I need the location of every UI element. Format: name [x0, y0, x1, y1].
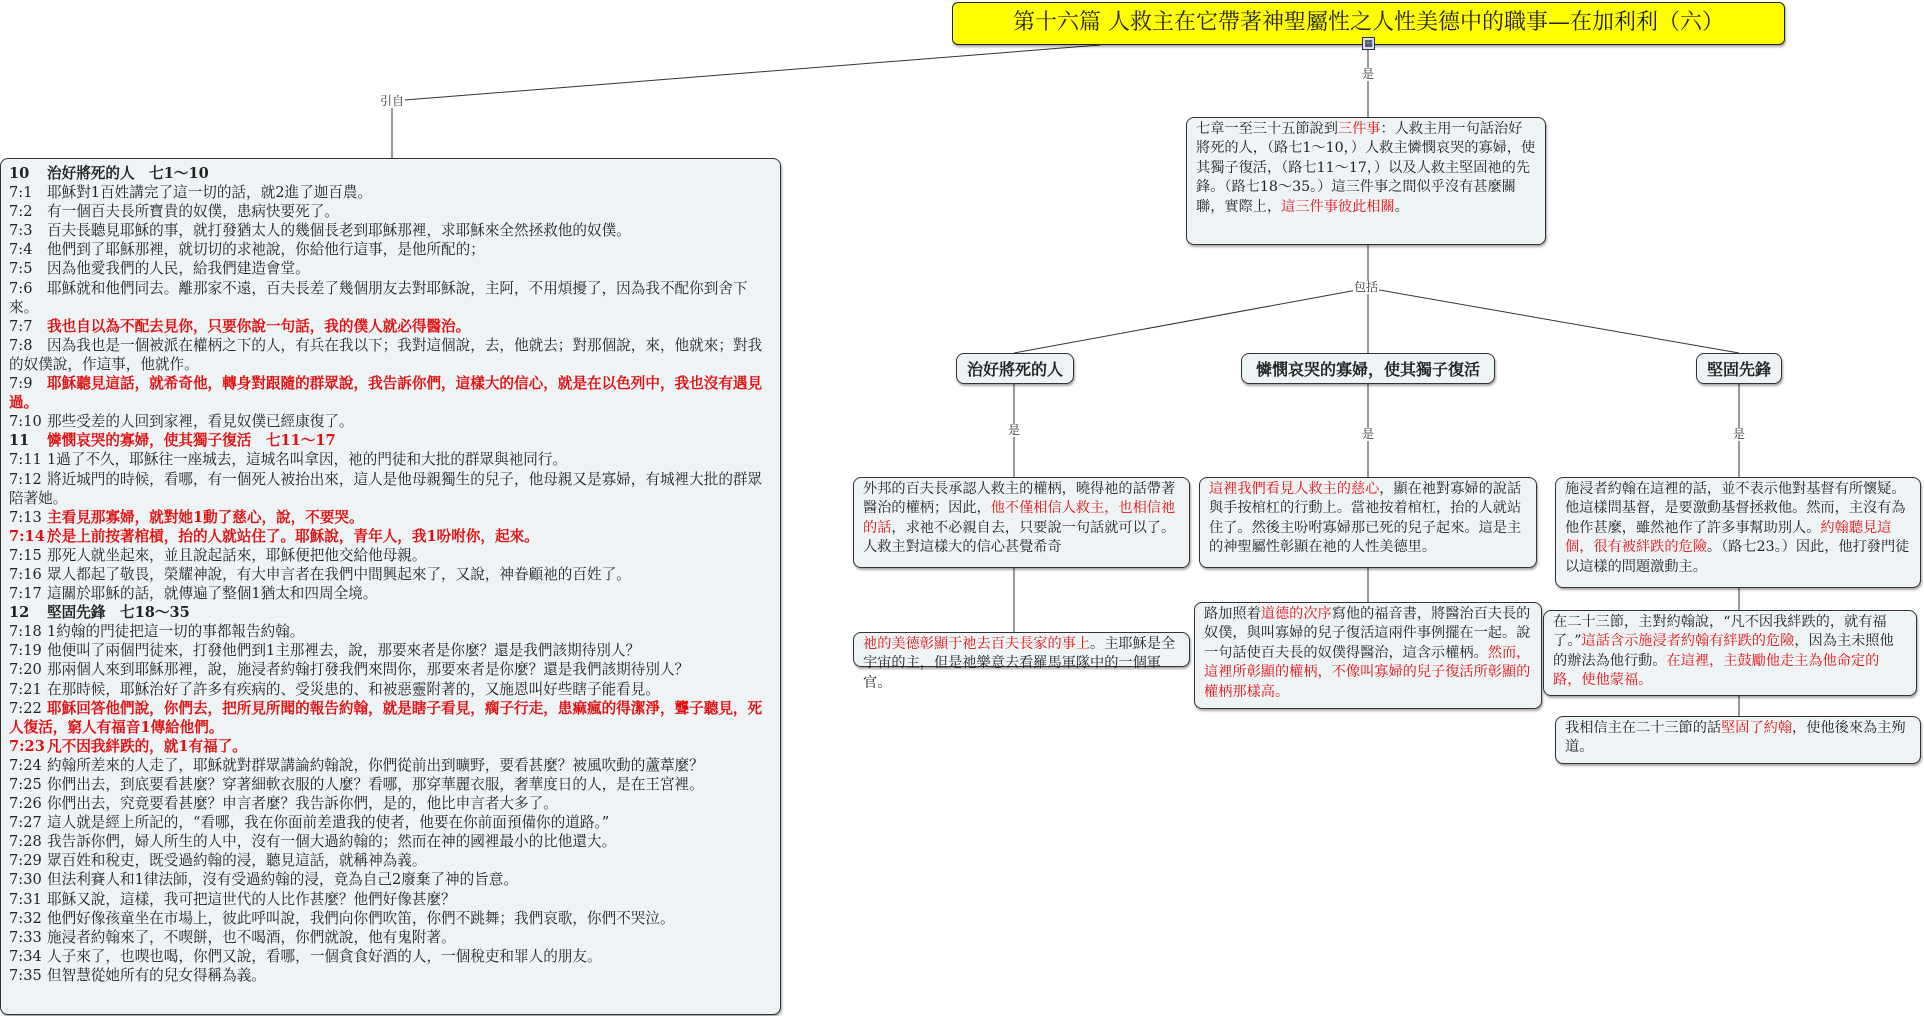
note-forerunner-1[interactable] [1555, 477, 1921, 588]
verse-text: 因為我也是一個被派在權柄之下的人，有兵在我以下；我對這個說，去，他就去；對那個說，來，他就來；對我的奴僕說，作這事，他就作。 [9, 336, 763, 373]
note-text: ，使他後來為主殉道。 [1565, 720, 1906, 756]
verse-ref: 7:2 [9, 203, 33, 221]
verse-text: 1過了不久，耶穌往一座城去，這城名叫拿因，祂的門徒和大批的群眾與祂同行。 [47, 451, 568, 469]
verse-line [9, 527, 772, 546]
verse-ref: 7:30 [9, 871, 42, 889]
verse-text: 主看見那寡婦，就對她1動了慈心，說，不要哭。 [47, 508, 364, 526]
verse-ref: 7:27 [9, 814, 42, 832]
connector-label-include: 包括 [1354, 280, 1379, 294]
verse-ref: 7:16 [9, 565, 42, 583]
verse-ref: 7:31 [9, 890, 42, 908]
verse-line [9, 164, 772, 183]
verse-ref: 11 [9, 432, 30, 450]
verse-ref: 7:7 [9, 317, 33, 335]
note-text: 七章一至三十五節說到 [1196, 121, 1338, 137]
verse-text: 堅固先鋒 七18～35 [47, 604, 190, 622]
verse-text: 在那時候，耶穌治好了許多有疾病的、受災患的、和被惡靈附著的，又施恩叫好些瞎子能看見。 [47, 680, 660, 698]
highlight-text: 祂的美德彰顯于祂去百夫長家的事上 [863, 636, 1091, 652]
verse-ref: 7:5 [9, 260, 33, 278]
branch-heading-widow[interactable]: 憐憫哀哭的寡婦，使其獨子復活 [1241, 353, 1495, 384]
note-text: 我相信主在二十三節的話 [1565, 720, 1722, 736]
note-text: 。主耶穌是全宇宙的主，但是祂樂意去看羅馬軍隊中的一個軍官。 [863, 636, 1176, 691]
verse-ref: 7:1 [9, 184, 33, 202]
verse-line [9, 680, 772, 699]
highlight-text: 這話含示施浸者約翰有絆跌的危險 [1581, 633, 1795, 650]
verse-ref: 7:6 [9, 279, 33, 297]
verse-ref: 7:26 [9, 795, 42, 813]
verse-line [9, 565, 772, 584]
verse-ref: 7:15 [9, 546, 42, 564]
verse-line [9, 546, 772, 565]
verse-line [9, 336, 772, 374]
verse-line [9, 240, 772, 259]
verse-text: 那兩個人來到耶穌那裡，說，施浸者約翰打發我們來問你，那要來者是你麼？還是我們該期待別人？ [47, 661, 690, 679]
highlight-text: 這裡我們看見人救主的慈心 [1209, 481, 1380, 497]
verse-line [9, 794, 772, 813]
verse-text: 他便叫了兩個門徒來，打發他們到1主那裡去，說，那要來者是你麼？還是我們該期待別人？ [47, 642, 641, 660]
note-text: 外邦的百夫長承認人救主的權柄，曉得祂的話帶著醫治的權柄；因此， [863, 481, 1176, 517]
note-text: 。（路七23。）因此，他打發門徒以這樣的問題激動主。 [1565, 539, 1910, 575]
verse-line [9, 470, 772, 508]
highlight-text: 他不僅相信人救主，也相信祂的話 [863, 500, 1176, 536]
verse-ref: 7:18 [9, 623, 42, 641]
verse-ref: 7:25 [9, 776, 42, 793]
verse-line [9, 813, 772, 832]
highlight-text: 約翰聽見這個，很有被絆跌的危險 [1565, 519, 1892, 556]
verse-text: 耶穌回答他們說，你們去，把所見所聞的報告約翰，就是瞎子看見，瘸子行走，患痲瘋的得潔淨，聾子聽見，死人復活，窮人有福音1傳給他們。 [9, 699, 763, 736]
note-heal-1[interactable] [853, 477, 1190, 568]
verse-line [9, 603, 772, 622]
note-text: ，顯在祂對寡婦的說話與手按棺杠的行動上。當祂按着棺杠，抬的人就站住了。然後主吩咐寡婦那已死的兒子起來。這是主的神聖屬性彰顯在祂的人性美德里。 [1209, 481, 1522, 556]
highlight-text: 道德的次序 [1260, 606, 1332, 622]
verse-text: 耶穌又說，這樣，我可把這世代的人比作甚麼？他們好像甚麼？ [47, 890, 456, 908]
note-text: 施浸者約翰在這裡的話，並不表示他對基督有所懷疑。他這樣問基督，是要激動基督拯救他。然而，主沒有為他作甚麼，雖然祂作了許多事幫助別人。 [1565, 481, 1906, 536]
verse-line [9, 851, 772, 870]
note-text: 。 [1394, 198, 1409, 215]
highlight-text: 然而，這裡所彰顯的權柄，不像叫寡婦的兒子復活所彰顯的權柄那樣高。 [1204, 644, 1531, 700]
verse-text: 因為他愛我們的人民，給我們建造會堂。 [47, 260, 310, 278]
highlight-text: 在這裡，主鼓勵他走主為他命定的路，使他蒙福。 [1553, 652, 1880, 689]
verse-ref: 7:14 [9, 527, 45, 545]
verse-text: 百夫長聽見耶穌的事，就打發猶太人的幾個長老到耶穌那裡，求耶穌來全然拯救他的奴僕。 [47, 222, 631, 240]
verse-ref: 7:35 [9, 966, 42, 984]
verse-line [9, 221, 772, 240]
note-forerunner-3[interactable] [1555, 716, 1921, 764]
verse-ref: 7:13 [9, 508, 42, 526]
verse-text: 這關於耶穌的話，就傳遍了整個1猶太和四周全境。 [47, 585, 378, 603]
verse-text: 1約翰的門徒把這一切的事都報告約翰。 [47, 623, 305, 641]
verse-text: 我也自以為不配去見你，只要你說一句話，我的僕人就必得醫治。 [47, 317, 471, 335]
note-text: ：人救主用一句話治好將死的人，（路七1～10，）人救主憐憫哀哭的寡婦，使其獨子復活，（路七11～17，）以及人救主堅固祂的先鋒。（路七18～35。）這三件事之間似乎沒有甚麼關聯，實際上， [1196, 121, 1536, 215]
verse-text: 眾人都起了敬畏，榮耀神說，有大申言者在我們中間興起來了，又說，神眷顧祂的百姓了。 [47, 565, 631, 583]
branch-heading-forerunner[interactable]: 堅固先鋒 [1696, 353, 1782, 384]
verse-text: 施浸者約翰來了，不喫餅，也不喝酒，你們就說，他有鬼附著。 [47, 928, 456, 946]
verse-text: 將近城門的時候，看哪，有一個死人被抬出來，這人是他母親獨生的兒子，他母親又是寡婦，有城裡大批的群眾陪著她。 [9, 470, 763, 507]
connector-label-cite: 引自 [380, 94, 405, 108]
verse-text: 你們出去，到底要看甚麼？穿著細軟衣服的人麼？看哪，那穿華麗衣服，奢華度日的人，是在王宮裡。 [47, 776, 704, 793]
scripture-reference-box[interactable] [0, 158, 781, 1015]
note-widow-2[interactable] [1194, 602, 1542, 709]
verse-text: 這人就是經上所記的，“看哪，我在你面前差遣我的使者，他要在你前面預備你的道路。” [47, 814, 610, 832]
verse-text: 你們出去，究竟要看甚麼？申言者麼？我告訴你們，是的，他比申言者大多了。 [47, 795, 558, 813]
collapse-toggle-icon[interactable]: ▦ [1362, 37, 1375, 50]
note-text: 路加照着 [1204, 606, 1261, 622]
verse-text: 那死人就坐起來，並且說起話來，耶穌便把他交給他母親。 [47, 546, 427, 564]
verse-ref: 7:29 [9, 852, 42, 870]
verse-line [9, 508, 772, 527]
highlight-text: 這三件事彼此相關 [1281, 198, 1395, 215]
verse-line [9, 737, 772, 756]
verse-text: 凡不因我絆跌的，就1有福了。 [47, 737, 247, 755]
verse-line [9, 622, 772, 641]
verse-text: 他們好像孩童坐在市場上，彼此呼叫說，我們向你們吹笛，你們不跳舞；我們哀歌，你們不哭泣。 [47, 909, 675, 927]
verse-ref: 7:34 [9, 947, 42, 965]
verse-ref: 7:8 [9, 336, 33, 354]
verse-ref: 7:10 [9, 413, 42, 431]
verse-ref: 10 [9, 165, 30, 182]
verse-line [9, 317, 772, 336]
verse-text: 但智慧從她所有的兒女得稱為義。 [47, 966, 266, 984]
verse-text: 那些受差的人回到家裡，看見奴僕已經康復了。 [47, 413, 354, 431]
verse-line [9, 279, 772, 317]
note-text: 在二十三節，主對約翰說，“凡不因我絆跌的，就有福了。” [1553, 614, 1887, 650]
verse-line [9, 431, 772, 450]
verse-line [9, 183, 772, 202]
note-text: ，因為主未照他的辦法為他行動。 [1553, 633, 1894, 669]
verse-line [9, 450, 772, 469]
verse-line [9, 374, 772, 412]
verse-ref: 7:20 [9, 661, 42, 679]
verse-ref: 7:33 [9, 928, 42, 946]
verse-line [9, 832, 772, 851]
verse-text: 眾百姓和稅吏，既受過約翰的浸，聽見這話，就稱神為義。 [47, 852, 427, 870]
verse-ref: 7:11 [9, 451, 42, 469]
verse-line [9, 890, 772, 909]
verse-line [9, 870, 772, 889]
verse-line [9, 202, 772, 221]
verse-line [9, 660, 772, 679]
highlight-text: 堅固了約翰 [1721, 720, 1793, 736]
verse-ref: 7:24 [9, 756, 42, 774]
verse-ref: 7:22 [9, 699, 42, 717]
verse-ref: 7:21 [9, 680, 42, 698]
page-title: 第十六篇 人救主在它帶著神聖屬性之人性美德中的職事—在加利利（六） [952, 2, 1785, 45]
connector-label-is: 是 [1008, 423, 1021, 437]
verse-text: 有一個百夫長所寶貴的奴僕，患病快要死了。 [47, 203, 339, 221]
note-widow-1[interactable] [1199, 477, 1537, 568]
verse-ref: 7:32 [9, 909, 42, 927]
verse-line [9, 699, 772, 737]
note-forerunner-2[interactable] [1543, 610, 1917, 696]
verse-ref: 7:19 [9, 642, 42, 660]
verse-text: 他們到了耶穌那裡，就切切的求祂說，你給他行這事，是他所配的； [47, 241, 485, 259]
verse-line [9, 947, 772, 966]
verse-line [9, 909, 772, 928]
verse-text: 耶穌就和他們同去。離那家不遠，百夫長差了幾個朋友去對耶穌說，主阿，不用煩擾了，因為我不配你到舍下來。 [9, 279, 748, 316]
connector-label-is: 是 [1362, 427, 1375, 441]
verse-ref: 7:12 [9, 470, 42, 488]
verse-text: 但法利賽人和1律法師，沒有受過約翰的浸，竟為自己2廢棄了神的旨意。 [47, 871, 518, 889]
verse-text: 於是上前按著棺槓，抬的人就站住了。耶穌說，青年人，我1吩咐你，起來。 [47, 527, 539, 545]
verse-ref: 7:3 [9, 222, 33, 240]
note-text: 寫他的福音書，將醫治百夫長的奴僕，與叫寡婦的兒子復活這兩件事例擺在一起。說一句話使百夫長的奴僕得醫治，這含示權柄。 [1204, 606, 1531, 661]
note-text: ，求祂不必親自去，只要說一句話就可以了。人救主對這樣大的信心甚覺希奇 [863, 519, 1176, 556]
verse-line [9, 966, 772, 985]
verse-text: 我告訴你們，婦人所生的人中，沒有一個大過約翰的；然而在神的國裡最小的比他還大。 [47, 833, 617, 851]
verse-line [9, 584, 772, 603]
verse-line [9, 756, 772, 775]
verse-line [9, 641, 772, 660]
verse-ref: 7:23 [9, 737, 45, 755]
verse-line [9, 928, 772, 947]
verse-line [9, 775, 772, 794]
verse-text: 約翰所差來的人走了，耶穌就對群眾講論約翰說，你們從前出到曠野，要看甚麼？被風吹動的蘆葦麼？ [47, 756, 704, 774]
verse-ref: 7:28 [9, 833, 42, 851]
highlight-text: 三件事 [1337, 121, 1381, 137]
connector-label-is: 是 [1733, 427, 1746, 441]
verse-text: 人子來了，也喫也喝，你們又說，看哪，一個貪食好酒的人，一個稅吏和罪人的朋友。 [47, 947, 602, 965]
verse-ref: 12 [9, 604, 30, 622]
verse-ref: 7:17 [9, 585, 42, 603]
note-heal-2[interactable] [853, 632, 1190, 691]
branch-heading-heal[interactable]: 治好將死的人 [956, 353, 1074, 384]
verse-line [9, 412, 772, 431]
verse-ref: 7:4 [9, 241, 33, 259]
connector-label-is: 是 [1362, 67, 1375, 81]
verse-ref: 7:9 [9, 375, 33, 393]
verse-text: 耶穌聽見這話，就希奇他，轉身對跟隨的群眾說，我告訴你們，這樣大的信心，就是在以色列中，我也沒有遇見過。 [9, 375, 763, 412]
verse-text: 治好將死的人 七1～10 [47, 165, 209, 182]
summary-node[interactable] [1186, 117, 1546, 245]
verse-text: 耶穌對1百姓講完了這一切的話，就2進了迦百農。 [47, 184, 373, 202]
verse-text: 憐憫哀哭的寡婦，使其獨子復活 七11～17 [47, 432, 336, 450]
verse-line [9, 259, 772, 278]
